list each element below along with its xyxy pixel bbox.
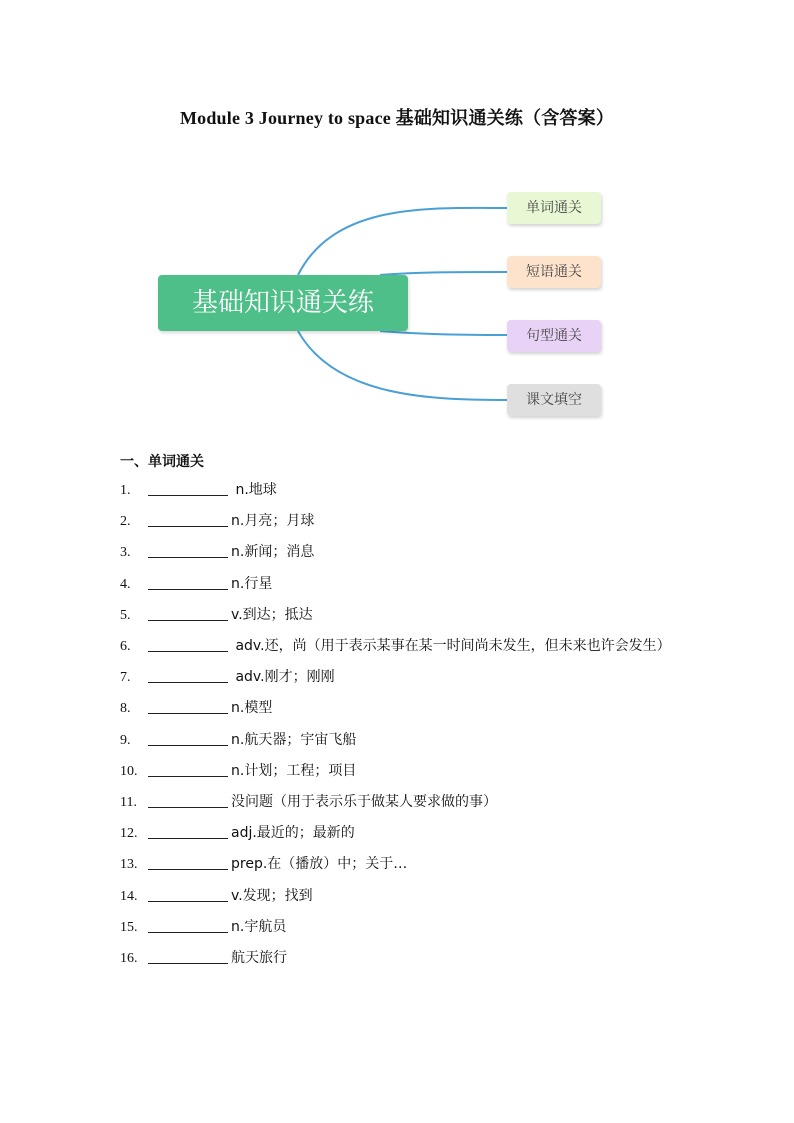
list-item [120,569,680,600]
answer-blank[interactable] [148,699,228,714]
item-definition: prep.在（播放）中；关于… [231,856,408,873]
list-item [120,881,680,912]
answer-blank[interactable] [148,918,228,933]
item-definition: n.计划；工程；项目 [231,762,357,779]
item-definition: 航天旅行 [231,950,287,967]
connector-word [298,208,507,275]
item-number: 15. [120,919,138,935]
item-definition: adj.最近的；最新的 [231,825,355,842]
item-definition: n.月亮；月球 [231,513,315,530]
list-item [120,475,680,506]
answer-blank[interactable] [148,543,228,558]
list-item [120,600,680,631]
item-number: 8. [120,701,131,717]
list-item [120,506,680,537]
item-definition: 没问题（用于表示乐于做某人要求做的事） [231,794,497,811]
list-item [120,631,680,662]
item-number: 13. [120,857,138,873]
item-number: 14. [120,888,138,904]
item-number: 2. [120,514,131,530]
list-item [120,818,680,849]
item-definition: n.宇航员 [231,918,287,935]
item-definition: adv.还，尚（用于表示某事在某一时间尚未发生，但未来也许会发生） [231,638,671,655]
list-item [120,662,680,693]
list-item [120,787,680,818]
item-number: 16. [120,951,138,967]
list-item [120,693,680,724]
answer-blank[interactable] [148,887,228,902]
answer-blank[interactable] [148,575,228,590]
section-heading: 一、单词通关 [120,454,204,470]
mind-map-branch-sentence: 句型通关 [507,320,601,352]
answer-blank[interactable] [148,949,228,964]
answer-blank[interactable] [148,512,228,527]
list-item [120,537,680,568]
item-number: 5. [120,607,131,623]
item-number: 12. [120,826,138,842]
item-number: 10. [120,763,138,779]
list-item [120,849,680,880]
item-number: 1. [120,483,131,498]
mind-map-branch-word: 单词通关 [507,192,601,224]
answer-blank[interactable] [148,855,228,870]
connector-text [298,331,507,400]
item-number: 9. [120,732,131,748]
mind-map-center-node: 基础知识通关练 [158,275,408,331]
connector-sentence [380,331,507,335]
vocabulary-list [120,475,680,974]
item-number: 3. [120,545,131,561]
item-number: 11. [120,795,137,811]
item-definition: v.到达；抵达 [231,606,313,623]
answer-blank[interactable] [148,824,228,839]
item-number: 7. [120,670,131,686]
item-definition: n.地球 [231,482,277,498]
answer-blank[interactable] [148,481,228,496]
mind-map [150,182,620,432]
item-number: 4. [120,576,131,592]
answer-blank[interactable] [148,731,228,746]
list-item [120,756,680,787]
answer-blank[interactable] [148,762,228,777]
answer-blank[interactable] [148,606,228,621]
item-definition: n.航天器；宇宙飞船 [231,731,357,748]
answer-blank[interactable] [148,793,228,808]
list-item [120,943,680,974]
page-title: Module 3 Journey to space 基础知识通关练（含答案） [179,108,615,128]
list-item [120,912,680,943]
answer-blank[interactable] [148,637,228,652]
mind-map-branch-phrase: 短语通关 [507,256,601,288]
answer-blank[interactable] [148,668,228,683]
item-definition: adv.刚才；刚刚 [231,669,335,686]
item-definition: n.行星 [231,575,273,592]
item-definition: n.新闻；消息 [231,544,315,561]
item-number: 6. [120,639,131,655]
item-definition: v.发现；找到 [231,887,313,904]
list-item [120,725,680,756]
mind-map-branch-text: 课文填空 [507,384,601,416]
item-definition: n.模型 [231,700,273,717]
